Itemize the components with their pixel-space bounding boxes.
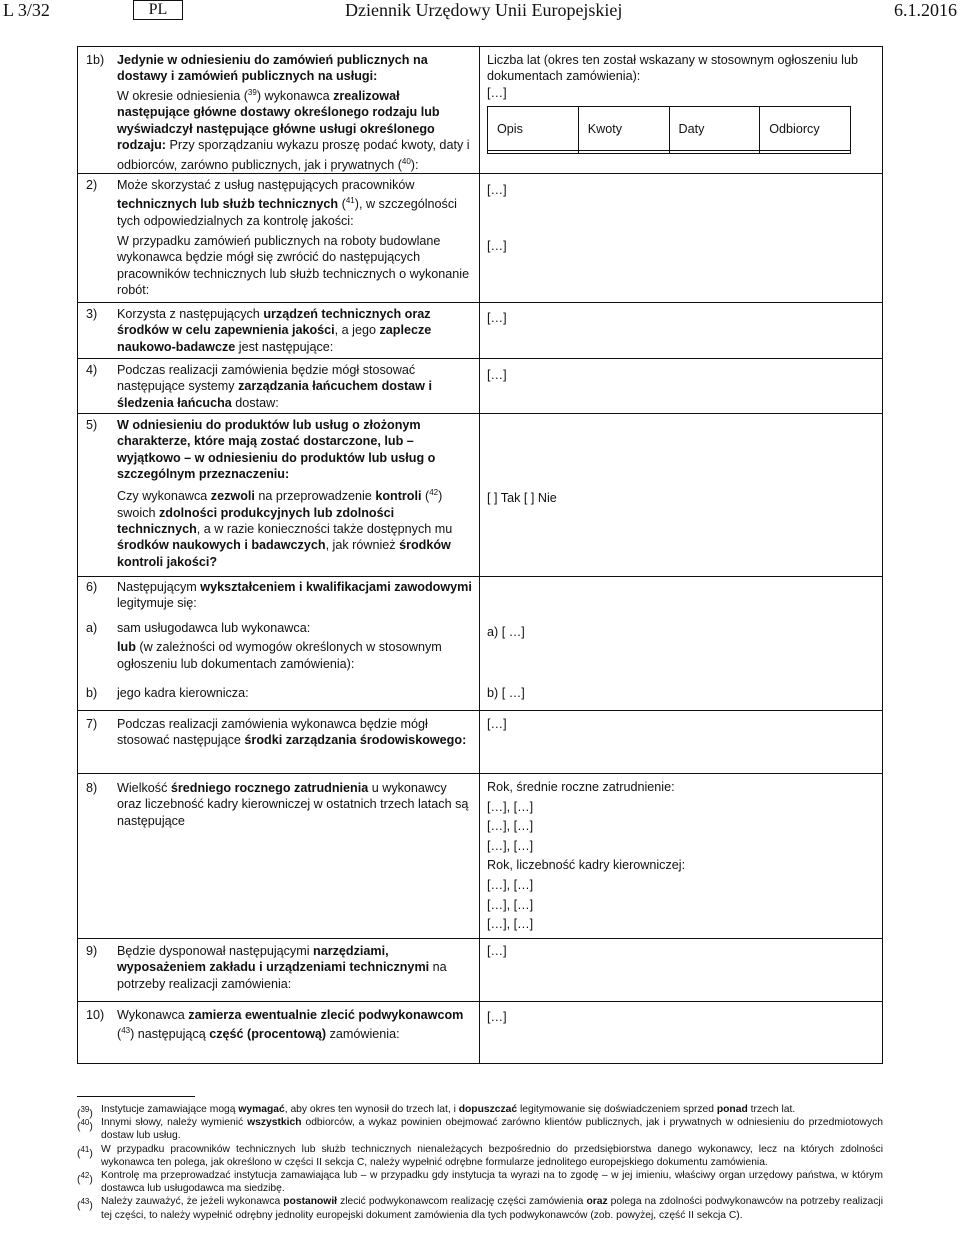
footnote <box>77 1169 883 1195</box>
footnote-number: ($^{41}$) <box>77 1144 93 1160</box>
footnotes <box>77 1103 883 1222</box>
text: jego kadra kierownicza: <box>117 686 249 700</box>
text: Może skorzystać z usług następujących pracowników <box>117 178 415 192</box>
column-divider <box>479 47 480 1063</box>
text: Podczas realizacji zamówienia będzie mógł stosować następujące systemy <box>117 363 416 394</box>
form-table <box>77 46 883 1064</box>
text: jest następujące: <box>235 339 334 354</box>
language-code: PL <box>133 0 183 20</box>
section-6-question <box>86 579 472 612</box>
row-divider <box>78 302 882 303</box>
section-2-subquestion <box>86 233 472 299</box>
text: Następującym <box>117 580 201 594</box>
text: Korzysta z następujących <box>117 307 264 321</box>
section-number: 1b) <box>86 53 105 67</box>
management-field[interactable]: […], […] <box>487 897 534 912</box>
footnote-ref: 39 <box>247 87 257 97</box>
text: u wykonawcy oraz liczebność kadry kierowniczej w ostatnich trzech latach są następujące <box>117 781 469 828</box>
employment-label: Rok, średnie roczne zatrudnienie: <box>487 780 675 794</box>
text-bold: wykształceniem i kwalifikacjami zawodowymi <box>200 580 472 594</box>
text: ) następującą <box>130 1027 210 1042</box>
employment-field[interactable]: […], […] <box>487 838 534 853</box>
section-3-answer[interactable]: […] <box>487 311 507 325</box>
text: Innymi słowy, należy wymienić <box>101 1117 248 1129</box>
section-10-answer[interactable]: […] <box>487 1010 507 1024</box>
text: , aby okres ten wynosił do trzech lat, i <box>284 1104 459 1115</box>
row-divider <box>78 773 882 774</box>
publication-date: 6.1.2016 <box>894 0 957 20</box>
column-header-recipients: Odbiorcy <box>760 107 851 151</box>
text: W okresie odniesienia ( <box>117 89 248 103</box>
text: W przypadku pracowników technicznych lub służb technicznych nienależących bezpośrednio do przedsiębiorstwa danego wykonawcy, lecz na których zdolności wykonawca ten polega, jak określono w części II sekcja C, należy wypełnić odrębne formularze jednolitego europejskiego dokumentu zamówienia. <box>101 1143 883 1168</box>
text: , jak również <box>325 538 400 553</box>
footnote-separator <box>77 1096 195 1097</box>
text: Instytucje zamawiające mogą <box>101 1104 239 1115</box>
section-9-answer[interactable]: […] <box>487 944 507 958</box>
section-number: 10) <box>86 1008 105 1022</box>
column-header-description: Opis <box>488 107 579 151</box>
text-bold: lub <box>117 640 136 655</box>
section-10-question <box>86 1007 472 1043</box>
text: zamówienia: <box>326 1027 400 1042</box>
text-bold: technicznych lub służb technicznych <box>117 197 339 212</box>
table-cell[interactable] <box>488 151 579 154</box>
row-divider <box>78 938 882 939</box>
text: na potrzeby realizacji zamówienia: <box>117 960 447 991</box>
text-bold: ponad <box>716 1104 748 1115</box>
text: polega na zdolności podwykonawców na potrzeby realizacji tej części, to należy wypełnić odrębny jednolity europejski dokument zamówienia dla tych podwykonawców (zob. powyżej, część II sekcja C). <box>101 1196 883 1221</box>
footnote <box>77 1195 883 1221</box>
text: trzech lat. <box>747 1104 796 1115</box>
section-5-question <box>86 417 472 483</box>
section-2-answer-2[interactable]: […] <box>487 239 507 253</box>
section-6b-question <box>86 685 472 701</box>
section-5-subquestion <box>86 485 472 570</box>
section-5-heading: W odniesieniu do produktów lub usług o złożonym charakterze, które mają zostać dostarczone, lub – wyjątkowo – w odniesieniu do produktów lub usług o szczególnym przeznaczeniu: <box>117 418 436 482</box>
text-bold: postanowił <box>283 1196 338 1208</box>
text: Przy sporządzaniu wykazu proszę podać kwoty, daty i odbiorców, zarówno publicznych, jak i prywatnych ( <box>117 138 470 172</box>
text-bold: zaplecze naukowo-badawcze <box>117 323 432 354</box>
text: ( <box>338 197 346 212</box>
text: , a w razie konieczności także dostępnych mu <box>196 522 453 536</box>
text: legitymuje się: <box>117 596 197 611</box>
item-letter: b) <box>86 686 98 700</box>
footnote-number: ($^{42}$) <box>77 1171 93 1186</box>
years-label: Liczba lat (okres ten został wskazany w stosownym ogłoszeniu lub dokumentach zamówienia): <box>487 53 858 84</box>
text: ): <box>410 157 419 172</box>
text: ( <box>117 1027 122 1042</box>
section-7-answer[interactable]: […] <box>487 717 507 731</box>
row-divider <box>78 413 882 414</box>
journal-title: Dziennik Urzędowy Unii Europejskiej <box>345 0 623 20</box>
section-number: 9) <box>86 944 98 958</box>
footnote-ref: 43 <box>121 1026 131 1036</box>
section-1b-answer <box>487 52 879 101</box>
section-8-answer <box>487 778 879 935</box>
text-bold: narzędziami, wyposażeniem zakładu i urządzeniami technicznymi <box>117 944 430 975</box>
text: ( <box>421 489 430 504</box>
section-9-question <box>86 943 472 992</box>
text-bold: oraz <box>586 1196 608 1208</box>
footnote-ref: 40 <box>401 156 411 166</box>
text-bold: zrealizował następujące główne dostawy określonego rodzaju lub wyświadczył następujące główne usługi określonego rodzaju: <box>117 89 440 153</box>
text-bold: część (procentową) <box>209 1027 327 1042</box>
text-bold: urządzeń technicznych oraz środków w celu zapewnienia jakości <box>117 307 431 338</box>
text: , a jego <box>334 323 380 338</box>
text-bold: środków kontroli jakości? <box>117 538 451 569</box>
text: ) swoich <box>117 489 443 520</box>
section-4-question <box>86 362 472 411</box>
management-field[interactable]: […], […] <box>487 877 534 892</box>
text: sam usługodawca lub wykonawca: <box>117 621 311 635</box>
section-2-answer-1[interactable]: […] <box>487 183 507 197</box>
text-bold: średniego rocznego zatrudnienia <box>170 781 369 795</box>
footnote-ref: 41 <box>345 196 355 206</box>
row-divider <box>78 1001 882 1002</box>
text: na przeprowadzenie <box>254 489 376 504</box>
management-label: Rok, liczebność kadry kierowniczej: <box>487 858 686 873</box>
section-2-question <box>86 177 472 229</box>
section-4-answer[interactable]: […] <box>487 368 507 382</box>
text-bold: środków naukowych i badawczych <box>117 538 326 553</box>
text: Podczas realizacji zamówienia wykonawca będzie mógł stosować następujące <box>117 717 428 748</box>
text-bold: wymagać <box>238 1104 285 1115</box>
footnote-number: ($^{43}$) <box>77 1197 93 1212</box>
text-bold: zamierza ewentualnie zlecić podwykonawcom <box>188 1008 464 1022</box>
footnote <box>77 1143 883 1169</box>
text-bold: zezwoli <box>210 489 255 504</box>
text-bold: kontroli <box>375 489 422 504</box>
page-number: L 3/32 <box>3 0 50 20</box>
text-bold: wszystkich <box>247 1117 302 1129</box>
section-number: 8) <box>86 781 98 795</box>
yes-no-checkboxes[interactable]: [ ] Tak [ ] Nie <box>487 491 557 505</box>
footnote <box>77 1116 883 1142</box>
table-cell[interactable] <box>578 151 669 154</box>
text: odbiorców, a wykaz powinien obejmować zarówno klientów publicznych, jak i prywatnych w odniesieniu do przedmiotowych dostaw lub usług. <box>101 1117 883 1142</box>
table-cell[interactable] <box>669 151 760 154</box>
section-6b-answer[interactable]: b) [ …] <box>487 686 525 700</box>
table-cell[interactable] <box>760 151 851 154</box>
text: zlecić podwykonawcom realizację części zamówienia <box>337 1196 587 1208</box>
section-number: 6) <box>86 580 98 594</box>
section-number: 4) <box>86 363 98 377</box>
section-1b-question <box>86 52 472 173</box>
text: ), w szczególności tych odpowiedzialnych za kontrolę jakości: <box>117 197 457 228</box>
section-number: 3) <box>86 307 98 321</box>
column-header-dates: Daty <box>669 107 760 151</box>
page-header <box>0 0 960 24</box>
section-6a-answer[interactable]: a) [ …] <box>487 625 525 639</box>
section-1b-text <box>86 85 472 173</box>
deliveries-table <box>487 106 851 154</box>
row-divider <box>78 710 882 711</box>
text-bold: dopuszczać <box>458 1104 518 1115</box>
text: (w zależności od wymogów określonych w stosownym ogłoszeniu lub dokumentach zamówienia): <box>117 640 442 671</box>
text: legitymowanie się doświadczeniem sprzed <box>517 1104 717 1115</box>
section-number: 2) <box>86 178 98 192</box>
section-3-question <box>86 306 472 355</box>
years-field[interactable]: […] <box>487 85 507 100</box>
section-6a-question <box>86 620 472 672</box>
text-bold: środki zarządzania środowiskowego: <box>244 733 467 748</box>
text-bold: zarządzania łańcuchem dostaw i śledzenia łańcucha <box>117 379 432 410</box>
text: Należy zauważyć, że jeżeli wykonawca <box>101 1196 284 1208</box>
section-number: 7) <box>86 717 98 731</box>
section-1b-heading: Jedynie w odniesieniu do zamówień publicznych na dostawy i zamówień publicznych na usługi: <box>117 53 428 84</box>
footnote-ref: 42 <box>429 488 439 497</box>
section-2-works-text: W przypadku zamówień publicznych na roboty budowlane wykonawca będzie mógł się zwrócić do następujących pracowników technicznych lub służb technicznych o wykonanie robót: <box>117 234 470 298</box>
text: Będzie dysponował następującymi <box>117 944 314 958</box>
footnote <box>77 1103 883 1120</box>
section-number: 5) <box>86 418 98 432</box>
employment-field[interactable]: […], […] <box>487 819 534 834</box>
column-header-amounts: Kwoty <box>578 107 669 151</box>
text-bold: zdolności produkcyjnych lub zdolności technicznych <box>117 505 395 536</box>
management-field[interactable]: […], […] <box>487 917 534 932</box>
footnote-number: ($^{39}$) <box>77 1105 93 1120</box>
text: Wielkość <box>117 781 171 795</box>
row-divider <box>78 358 882 359</box>
item-letter: a) <box>86 621 98 635</box>
text: Wykonawca <box>117 1008 189 1022</box>
employment-field[interactable]: […], […] <box>487 799 534 814</box>
text: dostaw: <box>231 395 279 410</box>
section-8-question <box>86 780 472 829</box>
section-7-question <box>86 716 472 749</box>
text: Kontrolę ma przeprowadzać instytucja zamawiająca lub – w przypadku gdy instytucja ta wyrazi na to zgodę – w jej imieniu, właściwy organ urzędowy państwa, w którym dostawca lub usługodawca ma siedzibę. <box>101 1170 883 1195</box>
row-divider <box>78 576 882 577</box>
footnote-number: ($^{40}$) <box>77 1118 93 1133</box>
text: Czy wykonawca <box>117 489 211 504</box>
text: ) wykonawca <box>256 89 334 103</box>
